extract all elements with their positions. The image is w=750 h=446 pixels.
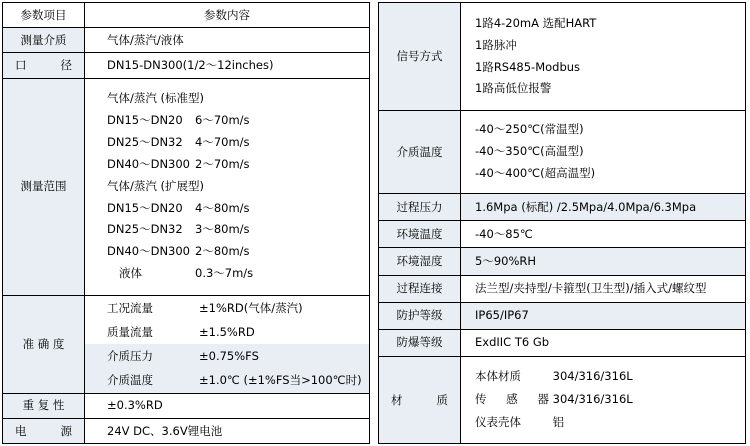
signal-item: 1路高低位报警 bbox=[475, 81, 552, 96]
accuracy-value: ±0.75%FS bbox=[199, 348, 259, 363]
range-item bbox=[107, 110, 363, 132]
row-value-protection-level: IP65/IP67 bbox=[461, 302, 746, 329]
accuracy-row bbox=[85, 344, 369, 368]
table-row-ambient-humidity bbox=[379, 248, 746, 275]
accuracy-row bbox=[85, 320, 369, 344]
accuracy-label-text: 准 确 度 bbox=[22, 336, 65, 351]
row-value-repeatability: ±0.3%RD bbox=[85, 393, 370, 418]
row-value-ambient-humidity: 5～90%RH bbox=[461, 248, 746, 275]
row-label-accuracy bbox=[3, 295, 85, 393]
row-value-range bbox=[85, 78, 370, 295]
table-row-power bbox=[3, 418, 370, 443]
accuracy-key: 质量流量 bbox=[107, 324, 153, 339]
material-item bbox=[475, 388, 739, 411]
medium-temp-item: -40～400℃(超高温型) bbox=[475, 166, 596, 181]
accuracy-row bbox=[85, 368, 369, 392]
range-item-key: 液体 bbox=[119, 266, 142, 281]
row-label-medium: 测量介质 bbox=[3, 28, 85, 53]
range-item-key: DN40～DN300 bbox=[107, 244, 190, 259]
range-item-value: 3～80m/s bbox=[195, 222, 250, 237]
table-row-medium-temp bbox=[379, 111, 746, 194]
row-value-ambient-temp: -40～85℃ bbox=[461, 221, 746, 248]
row-value-accuracy bbox=[85, 295, 370, 393]
medium-temp-item: -40～250℃(常温型) bbox=[475, 122, 584, 137]
accuracy-value: ±1.5%RD bbox=[199, 324, 255, 339]
left-spec-panel bbox=[0, 0, 372, 446]
table-row-ambient-temp bbox=[379, 221, 746, 248]
range-item bbox=[107, 132, 363, 154]
row-value-process-pressure: 1.6Mpa (标配) /2.5Mpa/4.0Mpa/6.3Mpa bbox=[461, 194, 746, 221]
accuracy-cell bbox=[85, 344, 369, 368]
range-item-value: 6～70m/s bbox=[195, 113, 250, 128]
accuracy-cell bbox=[85, 296, 369, 320]
table-row-repeatability bbox=[3, 393, 370, 418]
signal-item: 1路RS485-Modbus bbox=[475, 59, 581, 74]
table-row-diameter bbox=[3, 53, 370, 78]
material-key: 传 感 器 bbox=[475, 392, 549, 407]
signal-item: 1路脉冲 bbox=[475, 37, 517, 52]
row-value-diameter: DN15-DN300(1/2～12inches) bbox=[85, 53, 370, 78]
table-row-process-connection bbox=[379, 275, 746, 302]
row-label-diameter: 口 径 bbox=[3, 53, 85, 78]
table-row-material bbox=[379, 356, 746, 443]
table-header-row bbox=[3, 3, 370, 28]
accuracy-key: 工况流量 bbox=[107, 300, 153, 315]
material-value: 304/316/316L bbox=[552, 392, 633, 407]
accuracy-value: ±1.0℃ (±1%FS当>100℃时) bbox=[199, 373, 362, 388]
material-item bbox=[475, 365, 739, 388]
row-label-ambient-temp: 环境温度 bbox=[379, 221, 461, 248]
right-spec-panel bbox=[372, 0, 750, 446]
row-label-protection-level: 防护等级 bbox=[379, 302, 461, 329]
left-spec-table bbox=[2, 2, 370, 444]
range-item-value: 4～70m/s bbox=[195, 135, 250, 150]
range-item-value: 2～80m/s bbox=[195, 244, 250, 259]
right-spec-table bbox=[378, 2, 746, 444]
accuracy-key: 介质温度 bbox=[107, 373, 153, 388]
header-parameter-item: 参数项目 bbox=[3, 3, 85, 28]
range-item-liquid bbox=[107, 263, 363, 285]
header-parameter-content: 参数内容 bbox=[85, 3, 370, 28]
table-row-medium bbox=[3, 28, 370, 53]
row-label-process-connection: 过程连接 bbox=[379, 275, 461, 302]
row-label-explosion-level: 防爆等级 bbox=[379, 329, 461, 356]
material-key: 本体材质 bbox=[475, 369, 521, 384]
row-value-signal bbox=[461, 3, 746, 111]
row-value-power: 24V DC、3.6V锂电池 bbox=[85, 418, 370, 443]
range-item-key: DN25～DN32 bbox=[107, 135, 183, 150]
row-label-process-pressure: 过程压力 bbox=[379, 194, 461, 221]
accuracy-cell bbox=[85, 320, 369, 344]
medium-temp-item: -40～350℃(高温型) bbox=[475, 144, 584, 159]
row-label-material: 材 质 bbox=[379, 356, 461, 443]
row-label-ambient-humidity: 环境湿度 bbox=[379, 248, 461, 275]
material-item bbox=[475, 411, 739, 434]
table-row-range bbox=[3, 78, 370, 295]
row-label-medium-temp: 介质温度 bbox=[379, 111, 461, 194]
range-item bbox=[107, 154, 363, 176]
range-item-key: DN15～DN20 bbox=[107, 200, 183, 215]
range-item bbox=[107, 198, 363, 220]
accuracy-row bbox=[85, 296, 369, 320]
material-key: 仪表壳体 bbox=[475, 415, 521, 430]
range-item-key: DN15～DN20 bbox=[107, 113, 183, 128]
row-value-explosion-level: ExdIIC T6 Gb bbox=[461, 329, 746, 356]
row-value-medium: 气体/蒸汽/液体 bbox=[85, 28, 370, 53]
range-item bbox=[107, 219, 363, 241]
row-value-material bbox=[461, 356, 746, 443]
accuracy-key: 介质压力 bbox=[107, 348, 153, 363]
table-row-protection-level bbox=[379, 302, 746, 329]
accuracy-cell bbox=[85, 368, 369, 392]
table-row-explosion-level bbox=[379, 329, 746, 356]
range-item-key: DN25～DN32 bbox=[107, 222, 183, 237]
range-item-value: 4～80m/s bbox=[195, 200, 250, 215]
table-row-signal bbox=[379, 3, 746, 111]
range-item-key: DN40～DN300 bbox=[107, 156, 190, 171]
accuracy-value: ±1%RD(气体/蒸汽) bbox=[199, 300, 303, 315]
row-label-range: 测量范围 bbox=[3, 78, 85, 295]
material-value: 铝 bbox=[552, 415, 565, 430]
range-group1-title: 气体/蒸汽 (标准型) bbox=[107, 91, 205, 106]
row-label-repeatability: 重 复 性 bbox=[3, 393, 85, 418]
signal-item: 1路4-20mA 选配HART bbox=[475, 15, 597, 30]
material-value: 304/316/316L bbox=[552, 369, 633, 384]
table-row-process-pressure bbox=[379, 194, 746, 221]
range-item-value: 0.3～7m/s bbox=[195, 266, 254, 281]
range-item bbox=[107, 241, 363, 263]
row-value-process-connection: 法兰型/夹持型/卡箍型(卫生型)/插入式/螺纹型 bbox=[461, 275, 746, 302]
range-item-value: 2～70m/s bbox=[195, 156, 250, 171]
row-label-signal: 信号方式 bbox=[379, 3, 461, 111]
row-value-medium-temp bbox=[461, 111, 746, 194]
row-label-power: 电 源 bbox=[3, 418, 85, 443]
range-group2-title: 气体/蒸汽 (扩展型) bbox=[107, 178, 205, 193]
table-row-accuracy bbox=[3, 295, 370, 393]
